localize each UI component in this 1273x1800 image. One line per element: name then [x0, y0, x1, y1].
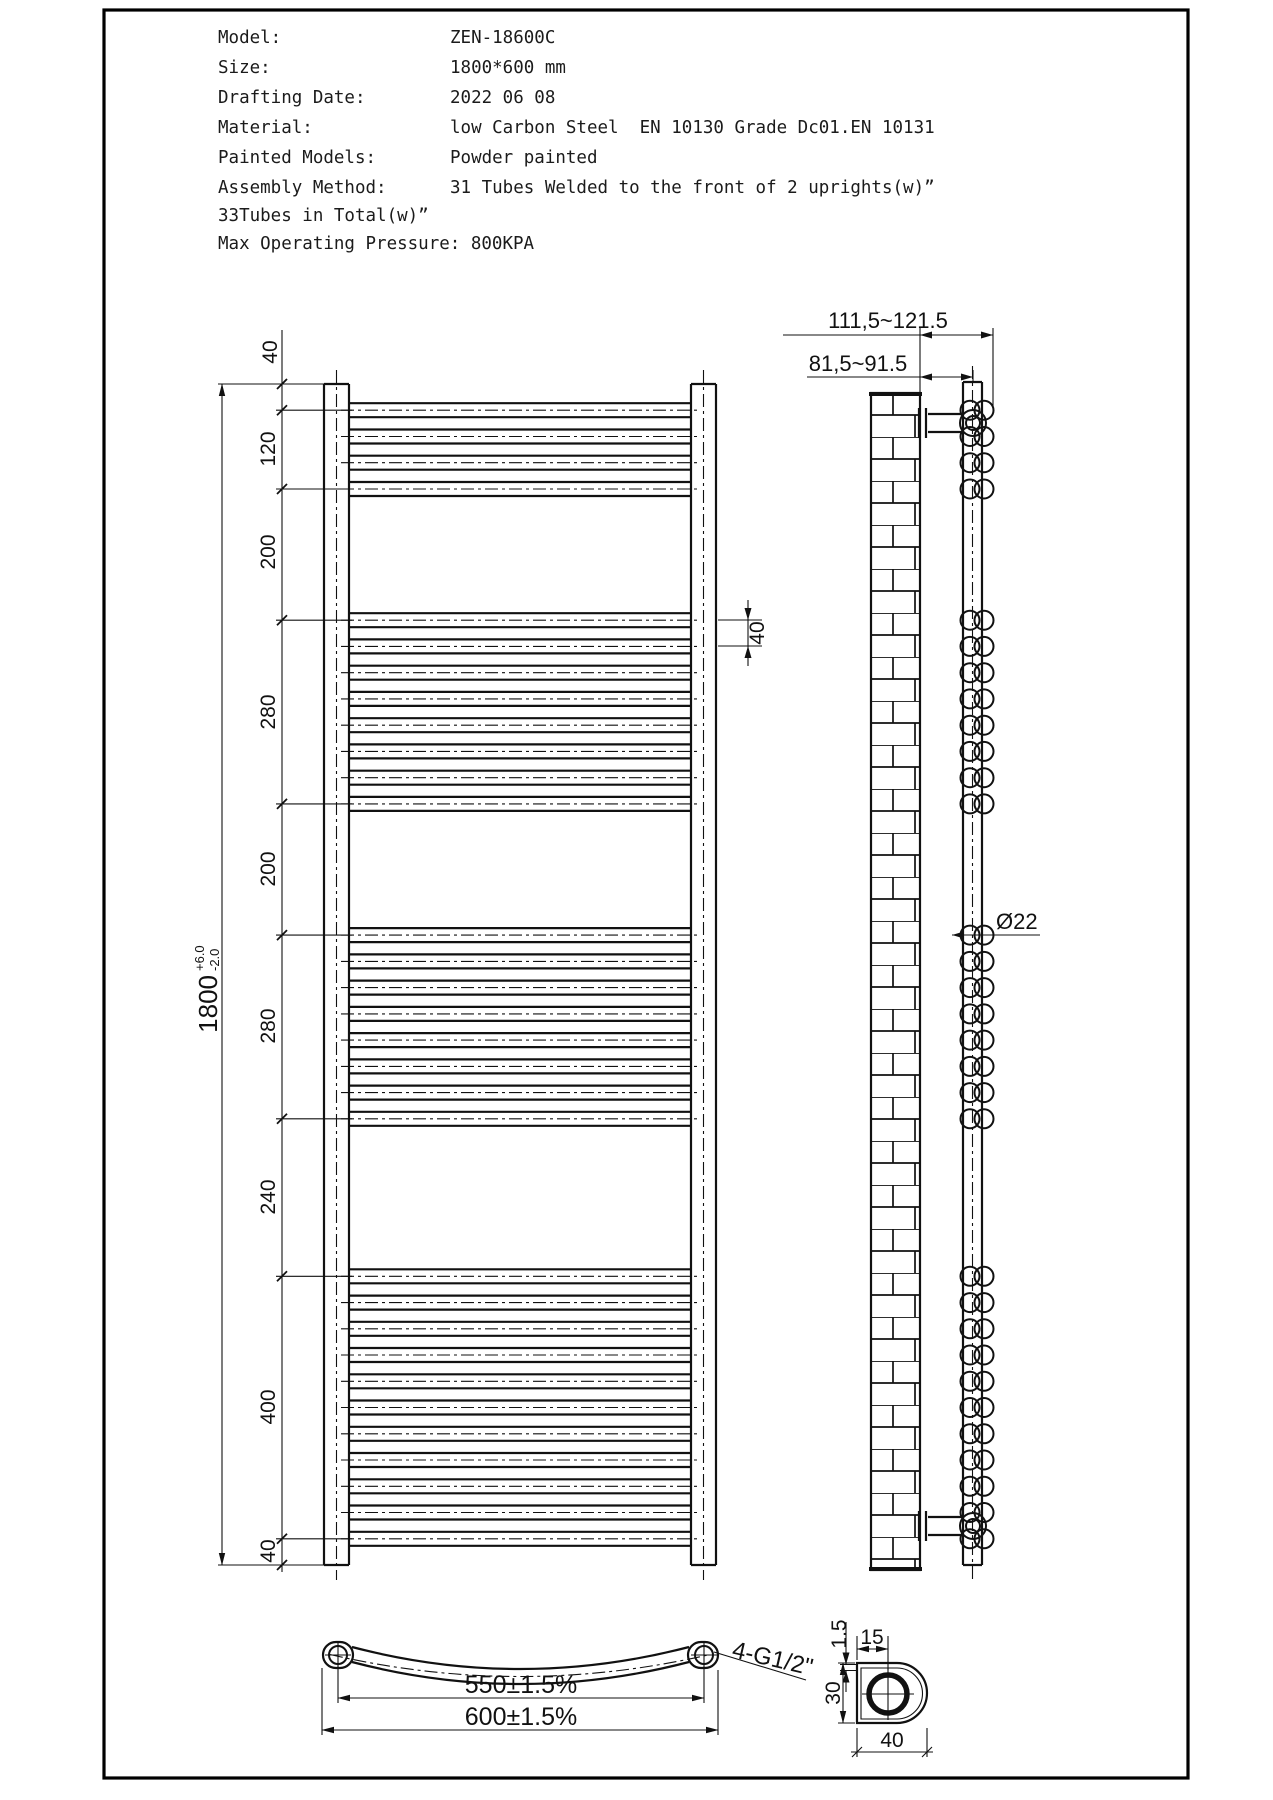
tube-end-circle [975, 637, 994, 656]
dim-label-280b: 280 [257, 1008, 280, 1044]
spec-value: low Carbon Steel EN 10130 Grade Dc01.EN 10131 [450, 118, 935, 138]
spec-label: 33Tubes in Total(w)” [218, 206, 429, 226]
tube-end-circle [975, 1372, 994, 1391]
pipe-stub [928, 1517, 963, 1535]
dim-label-550: 550±1.5% [464, 1671, 578, 1699]
tube-end-circle [975, 1267, 994, 1286]
tube-end-circle [975, 1319, 994, 1338]
spec-label: Model: [218, 28, 282, 48]
curved-tube-top [352, 1647, 689, 1669]
spec-label: Size: [218, 58, 271, 78]
tube-end-circle [975, 689, 994, 708]
detail-section-view [822, 1619, 933, 1757]
spec-value: 2022 06 08 [450, 88, 556, 108]
dim-value-1800: 1800 [193, 975, 223, 1033]
dim-label-40-top: 40 [259, 340, 282, 364]
dim-label-tube-diameter: Ø22 [996, 909, 1038, 934]
tube-end-circle [975, 768, 994, 787]
chain-marks [218, 379, 352, 1570]
tapping-crosshair [862, 1668, 914, 1720]
dim-label-15: 15 [860, 1626, 884, 1649]
tube-end-circle [975, 1004, 994, 1023]
tube-end-circle [975, 480, 994, 499]
tube-pitch-dimension [718, 600, 769, 666]
bottom-view [322, 1637, 816, 1735]
tube-end-circle [975, 1083, 994, 1102]
tube-end-circle [975, 952, 994, 971]
side-view [869, 366, 994, 1582]
tube-end-circle [975, 1451, 994, 1470]
tube-diameter-callout [952, 909, 1040, 939]
arrowhead [952, 932, 964, 939]
tube-end-circle [975, 978, 994, 997]
tube-end-circle [975, 1477, 994, 1496]
dim-label-200b: 200 [257, 851, 280, 887]
dim-label-600: 600±1.5% [464, 1703, 578, 1731]
tube-end-circle [975, 1398, 994, 1417]
flange [919, 408, 926, 438]
dim-label-wall-to-upright: 81,5~91.5 [808, 351, 908, 376]
tube-end-circle [975, 611, 994, 630]
spec-label: Max Operating Pressure: 800KPA [218, 234, 535, 254]
dim-label-pitch-40: 40 [746, 621, 769, 645]
front-view [324, 370, 716, 1580]
spec-label: Assembly Method: [218, 178, 387, 198]
tube-end-circle [975, 794, 994, 813]
dim-label-wall-thickness: 1.5 [828, 1619, 851, 1649]
dim-label-400: 400 [257, 1389, 280, 1425]
wall-section [871, 393, 920, 1570]
dim-label-120: 120 [257, 431, 280, 467]
dim-label-40-bottom: 40 [257, 1539, 280, 1563]
tube-end-circle [975, 663, 994, 682]
dim-label-wall-to-tube: 111,5~121.5 [828, 308, 948, 333]
tube-end-circle [975, 1109, 994, 1128]
tube-end-circle [975, 716, 994, 735]
pipe-stub [928, 414, 963, 432]
left-dimension-chain [218, 330, 352, 1572]
dim-label-1800 [192, 945, 223, 1033]
spec-value: ZEN-18600C [450, 28, 556, 48]
side-tube-ends [961, 401, 994, 1549]
tube-end-circle [975, 1346, 994, 1365]
tube-end-circle [975, 1031, 994, 1050]
dim-label-40: 40 [880, 1729, 904, 1752]
dim-label-280a: 280 [257, 694, 280, 730]
tolerance-minus: -2.0 [207, 948, 222, 971]
spec-value: Powder painted [450, 148, 598, 168]
tube-end-circle [975, 1057, 994, 1076]
spec-label: Material: [218, 118, 313, 138]
flange [919, 1511, 926, 1541]
front-tubes [341, 403, 699, 1546]
tube-end-circle [975, 742, 994, 761]
spec-label: Drafting Date: [218, 88, 366, 108]
dim-label-30: 30 [822, 1681, 845, 1705]
dim-label-240: 240 [257, 1179, 280, 1215]
spec-label: Painted Models: [218, 148, 377, 168]
spec-value: 31 Tubes Welded to the front of 2 uprights(w)” [450, 178, 935, 198]
left-tapping-crosshair [325, 1642, 351, 1668]
spec-value: 1800*600 mm [450, 58, 566, 78]
tube-end-circle [975, 1424, 994, 1443]
tolerance-plus: +6.0 [192, 945, 207, 971]
dim-label-200a: 200 [257, 534, 280, 570]
dim-label-connections: 4-G1/2" [729, 1636, 816, 1682]
tube-end-circle [975, 1293, 994, 1312]
tube-end-circle [975, 453, 994, 472]
